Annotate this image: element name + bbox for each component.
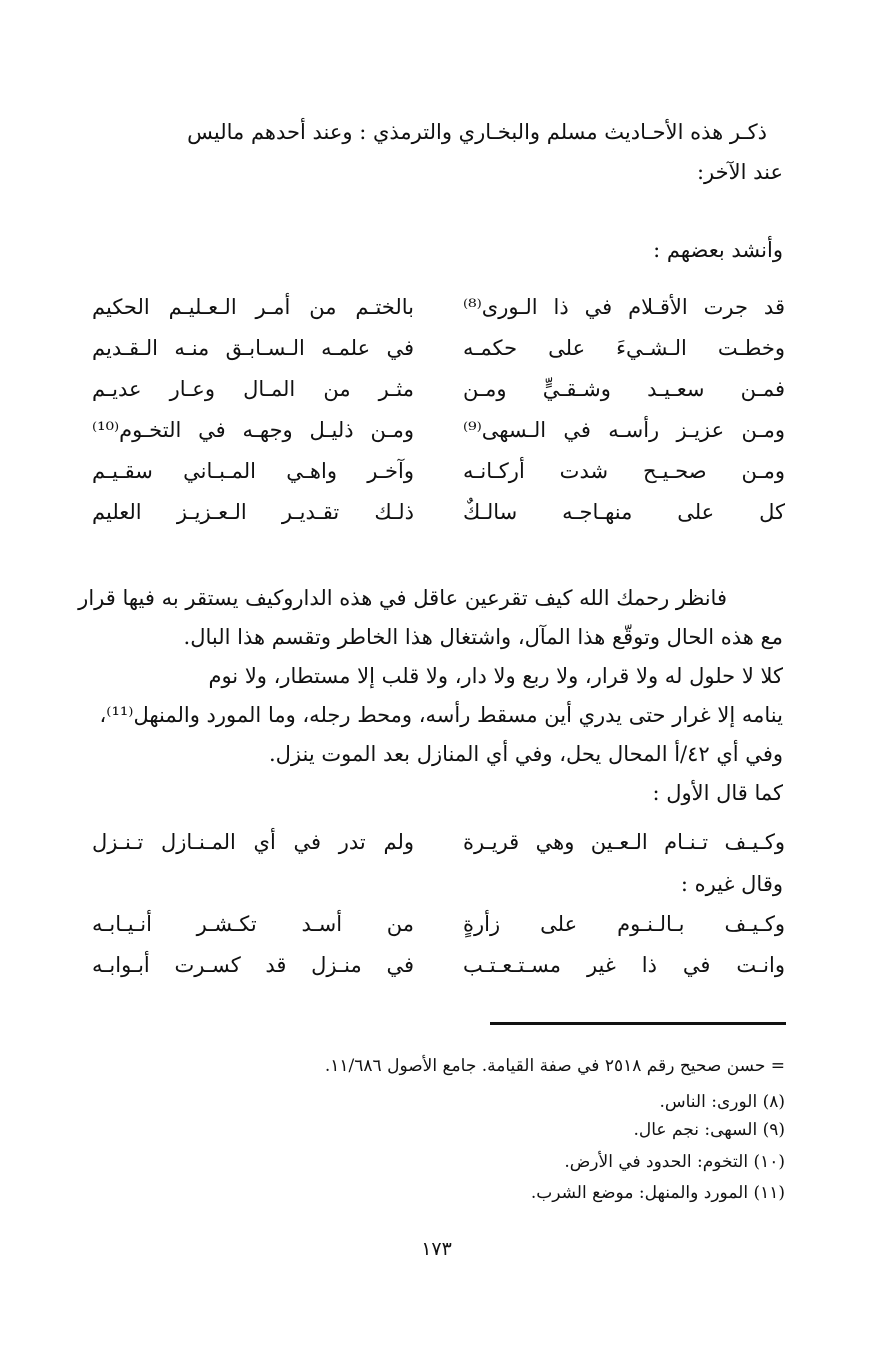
verse-second-hemistich: مثـر من المـال وعـار عديـم — [92, 377, 414, 401]
para2-line-2: مع هذه الحال وتوقّع هذا المآل، واشتغال هذا الخاطر وتقسم هذا البال. — [183, 625, 783, 649]
poem1-verse — [92, 500, 785, 540]
verse-first-hemistich: وخطـت الـشـيءَ على حكمـه — [463, 336, 785, 360]
page-number: ١٧٣ — [421, 1238, 452, 1260]
poem1-verse — [92, 459, 785, 499]
verse-second-hemistich: ذلـك تقـديـر الـعـزيـز العليم — [92, 500, 414, 524]
para2-line-1: فانظر رحمك الله كيف تقرعين عاقل في هذه الداروكيف يستقر به فيها قرار — [78, 586, 727, 610]
footnote-continuation: = حسن صحيح رقم ٢٥١٨ في صفة القيامة. جامع الأصول ١١/٦٨٦. — [324, 1056, 785, 1076]
footnote-separator — [490, 1022, 786, 1025]
intro-line-1: ذكـر هذه الأحـاديث مسلم والبخـاري والترمذي : وعند أحدهم ماليس — [187, 120, 767, 144]
verse-first-hemistich: فمـن سعـيـد وشـقـيٍّ ومـن — [463, 377, 785, 401]
verse-second-hemistich: من أسـد تكـشـر أنـيـابـه — [92, 912, 414, 936]
verse-second-hemistich: وآخـر واهـي المـبـاني سقـيـم — [92, 459, 414, 483]
poem3-heading: وقال غيره : — [680, 872, 783, 896]
footnote-11: (١١) المورد والمنهل: موضع الشرب. — [530, 1183, 785, 1203]
poem3-verse — [92, 912, 785, 952]
poem1-heading: وأنشد بعضهم : — [653, 238, 783, 262]
para2-line-5: وفي أي ٤٢/أ المحال يحل، وفي أي المنازل بعد الموت ينزل. — [268, 742, 783, 766]
para2-line-6: كما قال الأول : — [652, 781, 783, 805]
poem1-verse — [92, 377, 785, 417]
verse-first-hemistich: ومـن عزيـز رأسـه في الـسهى⁽⁹⁾ — [463, 418, 785, 442]
verse-first-hemistich: قد جرت الأقـلام في ذا الـورى⁽⁸⁾ — [463, 295, 785, 319]
verse-first-hemistich: وانـت في ذا غير مسـتـعـتـب — [463, 953, 785, 977]
para2-line-3: كلا لا حلول له ولا قرار، ولا ربع ولا دار، ولا قلب إلا مستطار، ولا نوم — [208, 664, 783, 688]
verse-2 — [92, 830, 785, 870]
verse-first-hemistich: كل على منهـاجـه سالـكٌ — [463, 500, 785, 524]
footnote-8: (٨) الورى: الناس. — [659, 1092, 785, 1112]
footnote-10: (١٠) التخوم: الحدود في الأرض. — [564, 1152, 785, 1172]
poem3-verse — [92, 953, 785, 993]
verse-first-hemistich: ومـن صحـيـح شدت أركـانـه — [463, 459, 785, 483]
verse-first-hemistich: وكـيـف تـنـام الـعـين وهي قريـرة — [463, 830, 785, 854]
poem1-verse — [92, 295, 785, 335]
para2-line-4: ينامه إلا غرار حتى يدري أين مسقط رأسه، ومحط رجله، وما المورد والمنهل⁽¹¹⁾، — [99, 703, 783, 727]
verse-first-hemistich: وكـيـف بـالـنـوم على زأرةٍ — [463, 912, 785, 936]
verse-second-hemistich: ولم تدر في أي المـنـازل تـنـزل — [92, 830, 414, 854]
footnote-9: (٩) السهى: نجم عال. — [633, 1120, 785, 1140]
poem1-verse — [92, 418, 785, 458]
verse-second-hemistich: بالختـم من أمـر الـعـليـم الحكيم — [92, 295, 414, 319]
verse-second-hemistich: في منـزل قد كسـرت أبـوابـه — [92, 953, 414, 977]
verse-second-hemistich: ومـن ذليـل وجهـه في التخـوم⁽¹⁰⁾ — [92, 418, 414, 442]
poem1-verse — [92, 336, 785, 376]
verse-second-hemistich: في علمـه الـسـابـق منـه الـقـديم — [92, 336, 414, 360]
intro-line-2: عند الآخر: — [696, 160, 783, 184]
